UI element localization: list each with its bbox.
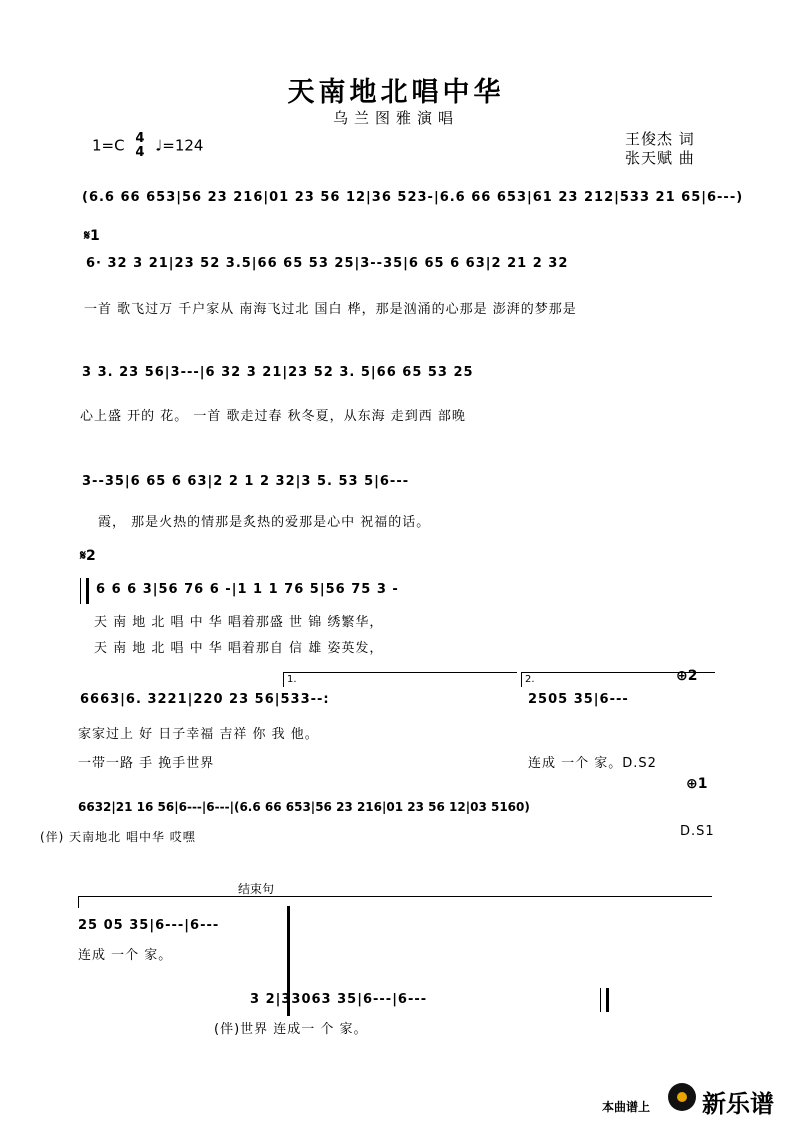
score-line-5b: 2505 35|6--- [528,692,629,707]
coda-2: ⊕2 [676,668,698,684]
lyric-line-5c: 连成 一个 家。D.S2 [528,756,657,771]
score-line-6: 6632|21 16 56|6---|6---|(6.6 66 653|56 23 216|01 23 56 12|03 5160) [78,800,530,814]
ds-1: D.S1 [680,824,715,839]
score-line-7: 25 05 35|6---|6--- [78,918,220,933]
brand-name: 新乐谱 [702,1090,774,1118]
coda-1: ⊕1 [686,776,708,792]
lyric-line-6: (伴) 天南地北 唱中华 哎嘿 [40,830,196,844]
record-icon [668,1083,696,1111]
lyric-line-5a: 家家过上 好 日子幸福 吉祥 你 我 他。 [78,727,319,742]
final-barline [600,988,609,1012]
composer: 张天赋 曲 [625,149,695,167]
lyric-line-4b: 天 南 地 北 唱 中 华 唱着那自 信 雄 姿英发， [94,641,384,656]
lyric-line-8: (伴)世界 连成一 个 家。 [214,1022,368,1037]
lyric-line-7: 连成 一个 家。 [78,948,173,963]
footer-label: 本曲谱上 [602,1100,651,1114]
ending-bracket [78,896,712,897]
score-line-2: 3 3. 23 56|3---|6 32 3 21|23 52 3. 5|66 65 53 25 [82,365,474,380]
lyric-line-3: 霞， 那是火热的情那是炙热的爱那是心中 祝福的话。 [98,515,431,530]
volta-2: 2. [521,672,715,687]
segno-1: 𝄋1 [84,228,100,244]
score-line-4: 6 6 6 3|56 76 6 -|1 1 1 76 5|56 75 3 - [96,582,399,597]
key-signature [92,132,203,160]
lyric-line-1: 一首 歌飞过万 千户家从 南海飞过北 国白 桦，那是汹涌的心那是 澎湃的梦那是 [84,302,577,317]
lyric-line-4a: 天 南 地 北 唱 中 华 唱着那盛 世 锦 绣繁华， [94,615,384,630]
volta-1: 1. [283,672,517,687]
key: 1=C [92,136,125,155]
page-title: 天南地北唱中华 [287,77,505,108]
score-line-8: 3 2|33063 35|6---|6--- [250,992,428,1007]
tempo: ♩=124 [155,136,204,155]
performer: 乌兰图雅演唱 [332,109,459,127]
lyric-line-5b: 一带一路 手 挽手世界 [78,756,215,771]
lyric-line-2: 心上盛 开的 花。 一首 歌走过春 秋冬夏，从东海 走到西 部晚 [80,409,466,424]
ending-label: 结束句 [238,882,275,896]
score-line-1: 6· 32 3 21|23 52 3.5|66 65 53 25|3--35|6 65 6 63|2 21 2 32 [86,256,569,271]
time-signature: 4 4 [135,131,145,160]
score-line-intro: (6.6 66 653|56 23 216|01 23 56 12|36 523-|6.6 66 653|61 23 212|533 21 65|6---) [82,190,744,205]
segno-2: 𝄋2 [80,548,96,564]
score-line-3: 3--35|6 65 6 63|2 2 1 2 32|3 5. 53 5|6--- [82,474,410,489]
repeat-start [80,578,89,604]
score-line-5a: 6663|6. 3221|220 23 56|533--: [80,692,330,707]
ending-bracket-left [78,896,79,908]
lyricist: 王俊杰 词 [625,130,695,148]
